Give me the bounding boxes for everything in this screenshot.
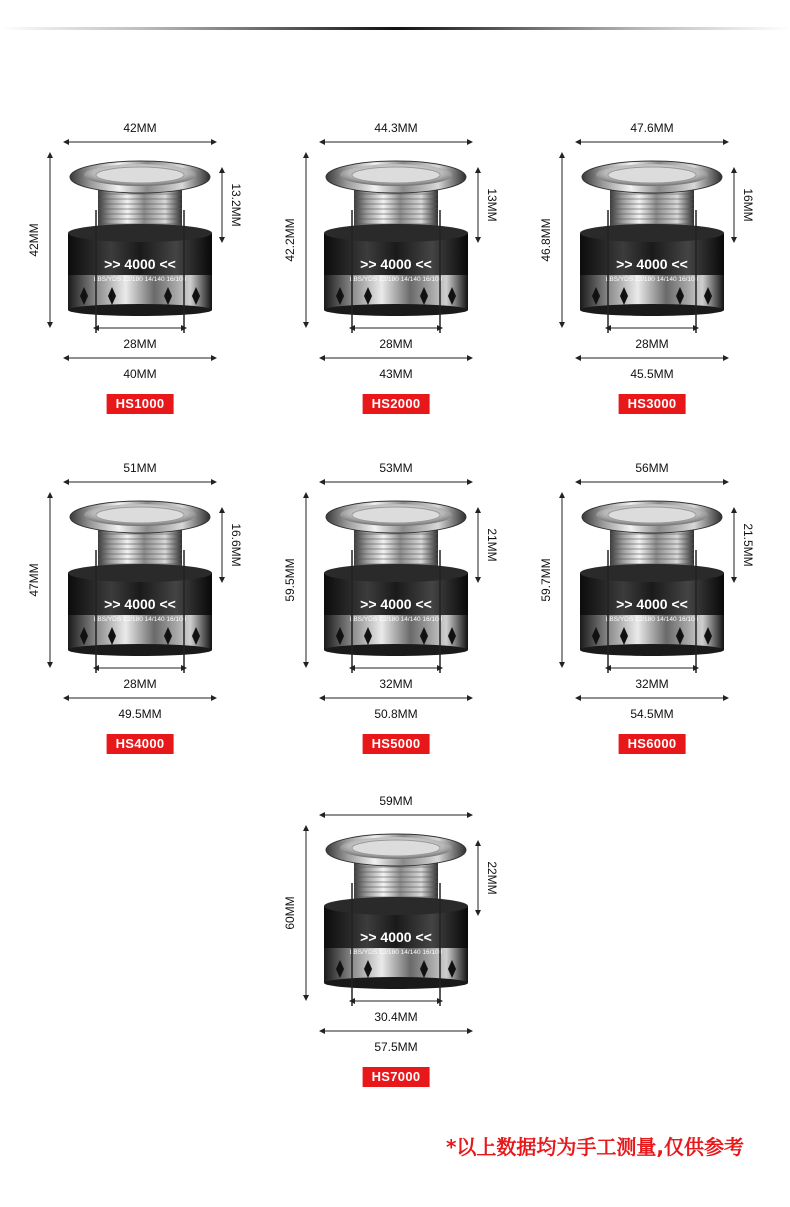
inner-width-label: 32MM — [635, 677, 669, 691]
top-width-label: 51MM — [123, 461, 157, 475]
model-badge: HS2000 — [363, 394, 430, 414]
bottom-width-label: 49.5MM — [118, 707, 162, 721]
bottom-width-label: 50.8MM — [374, 707, 418, 721]
spool-image — [324, 501, 468, 656]
top-width-label: 42MM — [123, 121, 157, 135]
lip-height-label: 16.6MM — [229, 523, 243, 567]
spool-image — [580, 501, 724, 656]
spool-size-marking: >> 4000 << — [360, 256, 432, 272]
spool-card-hs7000 — [268, 788, 524, 1098]
top-width-label: 56MM — [635, 461, 669, 475]
spool-card-hs2000 — [268, 115, 524, 425]
height-label: 59.7MM — [539, 558, 553, 602]
height-label: 42MM — [27, 223, 41, 257]
inner-width-label: 28MM — [635, 337, 669, 351]
inner-width-label: 30.4MM — [374, 1010, 418, 1024]
model-badge: HS5000 — [363, 734, 430, 754]
bottom-width-label: 45.5MM — [630, 367, 674, 381]
line-capacity-marking: LBS/YDS 12/180 14/140 16/100 — [605, 616, 699, 623]
height-label: 42.2MM — [283, 218, 297, 262]
line-capacity-marking: LBS/YDS 12/180 14/140 16/100 — [349, 616, 443, 623]
spool-card-hs4000 — [12, 455, 268, 765]
bottom-width-label: 57.5MM — [374, 1040, 418, 1054]
top-divider — [0, 27, 790, 30]
lip-height-label: 22MM — [485, 861, 499, 895]
lip-height-label: 21.5MM — [741, 523, 755, 567]
spool-size-marking: >> 4000 << — [616, 596, 688, 612]
lip-height-label: 13.2MM — [229, 183, 243, 227]
spool-card-hs5000 — [268, 455, 524, 765]
line-capacity-marking: LBS/YDS 12/180 14/140 16/100 — [605, 276, 699, 283]
inner-width-label: 28MM — [123, 337, 157, 351]
spool-card-hs1000 — [12, 115, 268, 425]
model-badge: HS3000 — [619, 394, 686, 414]
spool-size-marking: >> 4000 << — [104, 596, 176, 612]
lip-height-label: 21MM — [485, 528, 499, 562]
height-label: 60MM — [283, 896, 297, 930]
spool-image — [324, 161, 468, 316]
top-width-label: 59MM — [379, 794, 413, 808]
height-label: 46.8MM — [539, 218, 553, 262]
top-width-label: 47.6MM — [630, 121, 674, 135]
spool-image — [324, 834, 468, 989]
model-badge: HS1000 — [107, 394, 174, 414]
top-width-label: 44.3MM — [374, 121, 418, 135]
spool-card-hs6000 — [524, 455, 780, 765]
lip-height-label: 16MM — [741, 188, 755, 222]
spool-card-hs3000 — [524, 115, 780, 425]
model-badge: HS7000 — [363, 1067, 430, 1087]
top-width-label: 53MM — [379, 461, 413, 475]
line-capacity-marking: LBS/YDS 12/180 14/140 16/100 — [93, 276, 187, 283]
inner-width-label: 32MM — [379, 677, 413, 691]
height-label: 47MM — [27, 563, 41, 597]
spool-image — [68, 161, 212, 316]
spool-image — [580, 161, 724, 316]
inner-width-label: 28MM — [123, 677, 157, 691]
height-label: 59.5MM — [283, 558, 297, 602]
spool-size-marking: >> 4000 << — [360, 929, 432, 945]
inner-width-label: 28MM — [379, 337, 413, 351]
measurement-disclaimer: *以上数据均为手工测量,仅供参考 — [445, 1135, 744, 1159]
bottom-width-label: 54.5MM — [630, 707, 674, 721]
spool-size-marking: >> 4000 << — [360, 596, 432, 612]
spool-size-marking: >> 4000 << — [616, 256, 688, 272]
line-capacity-marking: LBS/YDS 12/180 14/140 16/100 — [349, 949, 443, 956]
model-badge: HS6000 — [619, 734, 686, 754]
bottom-width-label: 40MM — [123, 367, 157, 381]
line-capacity-marking: LBS/YDS 12/180 14/140 16/100 — [349, 276, 443, 283]
model-badge: HS4000 — [107, 734, 174, 754]
bottom-width-label: 43MM — [379, 367, 413, 381]
spool-size-marking: >> 4000 << — [104, 256, 176, 272]
spool-image — [68, 501, 212, 656]
lip-height-label: 13MM — [485, 188, 499, 222]
line-capacity-marking: LBS/YDS 12/180 14/140 16/100 — [93, 616, 187, 623]
